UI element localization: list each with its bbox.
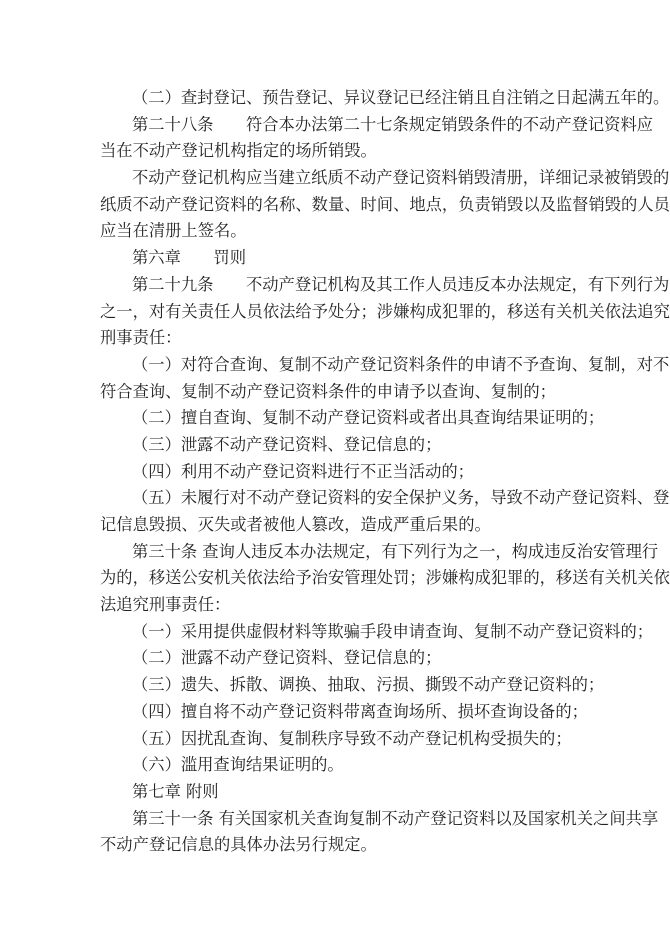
document-body: [100, 85, 670, 859]
article-30-item-6: [100, 752, 562, 779]
text-line: （三）遗失、拆散、调换、抽取、污损、撕毁不动产登记资料的；: [132, 675, 605, 695]
text-line: （二）泄露不动产登记资料、登记信息的；: [132, 648, 442, 668]
article-30-item-1: [100, 619, 654, 646]
text-line: 第三十一条 有关国家机关查询复制不动产登记资料以及国家机关之间共享: [132, 808, 659, 828]
text-line: （四）利用不动产登记资料进行不正当活动的；: [132, 461, 474, 481]
text-line: 第二十八条 符合本办法第二十七条规定销毁条件的不动产登记资料应: [132, 114, 654, 134]
text-line: 第三十条 查询人违反本办法规定，有下列行为之一，构成违反治安管理行: [132, 541, 659, 561]
text-line: 不动产登记机构应当建立纸质不动产登记资料销毁清册，详细记录被销毁的: [132, 168, 670, 188]
article-29-item-5: [100, 485, 670, 538]
article-29-item-3: [100, 432, 562, 459]
article-30-item-2: [100, 645, 562, 672]
text-line: 记信息毁损、灭失或者被他人篡改，造成严重后果的。: [100, 515, 491, 534]
article-30: [100, 539, 670, 619]
article-30-item-3: [100, 672, 605, 699]
text-line: 第七章 附则: [132, 781, 219, 801]
text-line: （一）采用提供虚假材料等欺骗手段申请查询、复制不动产登记资料的；: [132, 621, 654, 641]
article-29-item-2: [100, 405, 605, 432]
article-30-item-4: [100, 699, 588, 726]
text-line: 之一，对有关责任人员依法给予处分；涉嫌构成犯罪的，移送有关机关依法追究: [100, 301, 670, 321]
text-line: （五）未履行对不动产登记资料的安全保护义务，导致不动产登记资料、登: [132, 488, 670, 508]
item-2-sealed-registration: [100, 85, 670, 112]
article-31: [100, 806, 659, 859]
text-line: （四）擅自将不动产登记资料带离查询场所、损坏查询设备的；: [132, 701, 588, 721]
text-line: 第二十九条 不动产登记机构及其工作人员违反本办法规定，有下列行为: [132, 274, 670, 294]
article-29-item-1: [100, 352, 670, 405]
text-line: 第六章 罚则: [132, 248, 246, 268]
text-line: 应当在清册上签名。: [100, 221, 247, 241]
text-line: （三）泄露不动产登记资料、登记信息的；: [132, 434, 442, 454]
text-line: 当在不动产登记机构指定的场所销毁。: [100, 141, 377, 161]
article-29-item-4: [100, 459, 562, 486]
chapter-6-heading: [100, 245, 562, 272]
text-line: 符合查询、复制不动产登记资料条件的申请予以查询、复制的；: [100, 381, 556, 401]
article-28: [100, 112, 654, 165]
text-line: 刑事责任：: [100, 328, 182, 348]
text-line: （二）查封登记、预告登记、异议登记已经注销且自注销之日起满五年的。: [132, 88, 670, 107]
text-line: （五）因扰乱查询、复制秩序导致不动产登记机构受损失的；: [132, 728, 572, 748]
text-line: （一）对符合查询、复制不动产登记资料条件的申请不予查询、复制，对不: [132, 354, 670, 374]
article-30-item-5: [100, 726, 572, 753]
article-29: [100, 272, 670, 352]
text-line: 为的，移送公安机关依法给予治安管理处罚；涉嫌构成犯罪的，移送有关机关依: [100, 568, 670, 588]
text-line: （六）滥用查询结果证明的。: [132, 755, 344, 775]
text-line: （二）擅自查询、复制不动产登记资料或者出具查询结果证明的；: [132, 408, 605, 428]
article-28-destruction-list: [100, 165, 670, 245]
text-line: 不动产登记信息的具体办法另行规定。: [100, 835, 377, 855]
chapter-7-heading: [100, 779, 562, 806]
text-line: 纸质不动产登记资料的名称、数量、时间、地点，负责销毁以及监督销毁的人员: [100, 194, 670, 214]
text-line: 法追究刑事责任：: [100, 595, 231, 615]
